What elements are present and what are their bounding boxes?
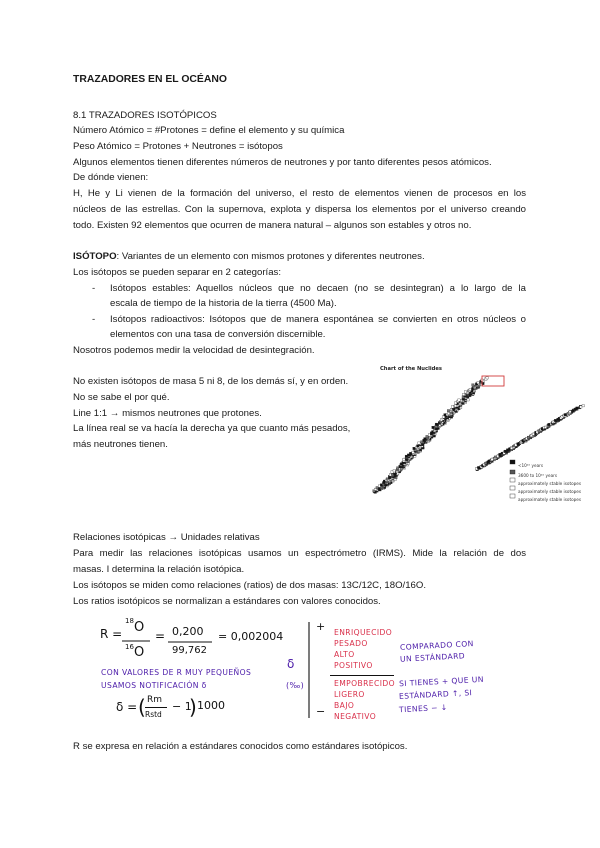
page-title: TRAZADORES EN EL OCÉANO xyxy=(73,74,227,85)
nuclide-cell xyxy=(405,455,407,457)
chart-title: Chart of the Nuclides xyxy=(380,366,442,372)
nuclide-cell xyxy=(494,456,496,458)
numerator-mass: 18 xyxy=(125,617,134,625)
paragraph-line: H, He y Li vienen de la formación del universo, el resto de elementos vienen de procesos en los xyxy=(73,188,526,199)
fraction-numerator: 0,200 xyxy=(172,625,204,638)
nuclide-cell xyxy=(458,399,460,401)
delta-lhs: δ = xyxy=(116,700,138,714)
denominator-isotope: O xyxy=(134,645,145,660)
nuclide-cell xyxy=(544,426,546,428)
depleted-label: LIGERO xyxy=(334,690,365,699)
nuclide-cell xyxy=(469,388,471,390)
nuclide-cell xyxy=(424,438,426,440)
nuclide-cell xyxy=(576,407,578,409)
paragraph-line: Los ratios isotópicos se normalizan a estándares con valores conocidos. xyxy=(73,596,381,607)
delta-paren-close: ) xyxy=(189,695,197,719)
legend-swatch xyxy=(510,470,515,474)
legend-swatch xyxy=(510,460,515,464)
bullet-marker: - xyxy=(92,283,96,294)
nuclide-cell xyxy=(463,393,465,395)
legend-swatch xyxy=(510,486,515,490)
legend-label: 3600 to 10¹⁵ years xyxy=(518,473,558,478)
isotopo-term: ISÓTOPO xyxy=(73,251,117,262)
legend-label: approximately stable isotopes xyxy=(518,489,582,494)
depleted-label: BAJO xyxy=(334,701,355,710)
paragraph-line: De dónde vienen: xyxy=(73,172,149,183)
compared-note: UN ESTÁNDARD xyxy=(399,651,466,664)
nuclide-cell xyxy=(467,399,469,401)
nuclide-cell xyxy=(454,405,456,407)
nuclide-cell xyxy=(386,478,388,480)
delta-minus-one: − 1 xyxy=(172,700,192,713)
nuclide-cell xyxy=(435,423,437,425)
bullet-text: elementos con una tasa de conversión discernible. xyxy=(110,329,326,340)
compared-note: COMPARADO CON xyxy=(399,639,474,652)
enriched-label: PESADO xyxy=(334,639,368,648)
standard-note: SI TIENES + QUE UN xyxy=(398,674,485,689)
nuclide-cell xyxy=(418,442,420,444)
nuclide-cell xyxy=(554,419,556,421)
nuclide-cell xyxy=(582,405,584,407)
paragraph-line: Algunos elementos tienen diferentes números de neutrones y por tanto diferentes pesos atómicos. xyxy=(73,157,492,168)
legend-label: approximately stable isotopes xyxy=(518,497,582,502)
delta-symbol: δ xyxy=(287,657,295,671)
fraction-bar xyxy=(122,639,152,643)
bullet-marker: - xyxy=(92,314,96,325)
nuclide-cell xyxy=(455,402,457,404)
paragraph-line: Los isótopos se miden como relaciones (ratios) de dos masas: 13C/12C, 18O/16O. xyxy=(73,580,427,591)
paragraph-line: Nosotros podemos medir la velocidad de desintegración. xyxy=(73,345,315,356)
legend-swatch xyxy=(510,478,515,482)
footer-line: R se expresa en relación a estándares conocidos como estándares isotópicos. xyxy=(73,741,408,752)
delta-scale-axis xyxy=(303,622,315,718)
nuclide-cell xyxy=(569,411,571,413)
isotopo-definition xyxy=(73,251,425,263)
paragraph-line: Los isótopos se pueden separar en 2 categorías: xyxy=(73,267,282,278)
nuclide-cell xyxy=(412,451,414,453)
note-line: No existen isótopos de masa 5 ni 8, de los demás sí, y en orden. xyxy=(73,376,349,387)
fraction-denominator: 99,762 xyxy=(172,645,207,656)
enriched-label: POSITIVO xyxy=(334,661,373,670)
nuclide-cell xyxy=(403,458,405,460)
delta-paren-open: ( xyxy=(138,695,146,719)
bullet-text: Isótopos estables: Aquellos núcleos que no decaen (no se desintegran) a lo largo de la xyxy=(110,283,526,294)
standard-note: TIENES − ↓ xyxy=(398,702,448,715)
nuclide-cell xyxy=(472,384,474,386)
nuclide-cell xyxy=(432,426,434,428)
paragraph-line: núcleos de las estrellas. Con la supernova, explota y dispersa los elementos por el universo creando xyxy=(73,204,526,215)
ratio-result: = 0,002004 xyxy=(218,630,284,643)
nuclide-cell xyxy=(413,447,415,449)
nuclide-cell xyxy=(397,467,399,469)
denominator-mass: 16 xyxy=(125,643,134,651)
enriched-label: ENRIQUECIDO xyxy=(334,628,393,637)
legend-swatch xyxy=(510,494,515,498)
delta-multiplier: 1000 xyxy=(197,699,225,712)
note-line: Line 1:1 → mismos neutrones que protones. xyxy=(73,408,262,419)
nuclide-cell xyxy=(448,412,450,414)
paragraph-line: todo. Existen 92 elementos que ocurren de manera natural – algunos son estables y otros no. xyxy=(73,220,472,231)
nuclide-cell xyxy=(393,470,395,472)
highlight-box xyxy=(482,376,504,386)
chart-legend xyxy=(510,460,515,498)
bullet-text: Isótopos radioactivos: Isótopos que de manera espontánea se convierten en otros núcleos o xyxy=(110,314,526,325)
nuclide-cell xyxy=(499,453,501,455)
note-small-values: CON VALORES DE R MUY PEQUEÑOS xyxy=(101,668,252,677)
section-heading: 8.1 TRAZADORES ISOTÓPICOS xyxy=(73,110,217,121)
fraction-bar xyxy=(145,706,169,709)
enriched-label: ALTO xyxy=(334,650,355,659)
nuclide-cell xyxy=(486,377,488,379)
depleted-label: NEGATIVO xyxy=(334,712,377,721)
ratio-label: R = xyxy=(100,627,123,641)
legend-label: approximately stable isotopes xyxy=(518,481,582,486)
note-delta-notation: USAMOS NOTIFICACIÓN δ xyxy=(101,681,207,690)
isotopo-definition-text: : Variantes de un elemento con mismos protones y diferentes neutrones. xyxy=(116,251,425,262)
nuclide-cell xyxy=(484,462,486,464)
nuclide-cell xyxy=(426,435,428,437)
nuclide-cell xyxy=(510,447,512,449)
paragraph-line: Número Atómico = #Protones = define el elemento y su química xyxy=(73,125,345,136)
nuclide-cell xyxy=(506,449,508,451)
nuclide-cell xyxy=(527,436,529,438)
fraction-bar xyxy=(168,640,214,644)
legend-label: <10¹⁵ years xyxy=(518,463,544,468)
nuclide-cell xyxy=(580,406,582,408)
nuclide-band-upper xyxy=(475,405,584,471)
nuclide-cell xyxy=(409,452,411,454)
paragraph-line: masas. I determina la relación isotópica. xyxy=(73,564,245,575)
plus-sign: + xyxy=(316,620,326,633)
section-heading: Relaciones isotópicas → Unidades relativas xyxy=(73,532,260,543)
nuclide-cell xyxy=(447,410,449,412)
permil-unit: (‰) xyxy=(286,681,305,690)
zero-line xyxy=(330,674,396,677)
nuclide-cell xyxy=(477,381,479,383)
note-line: No se sabe el por qué. xyxy=(73,392,170,403)
delta-frac-num: Rm xyxy=(147,695,163,705)
nuclide-cell xyxy=(442,416,444,418)
nuclide-cell xyxy=(451,406,453,408)
paragraph-line: Para medir las relaciones isotópicas usamos un espectrómetro (IRMS). Mide la relación de dos xyxy=(73,548,526,559)
minus-sign: − xyxy=(316,705,326,718)
paragraph-line: Peso Atómico = Protones + Neutrones = isótopos xyxy=(73,141,283,152)
note-line: La línea real se va hacía la derecha ya que cuanto más pesados, xyxy=(73,423,351,434)
nuclide-cell xyxy=(417,445,419,447)
nuclide-cell xyxy=(376,487,378,489)
numerator-isotope: O xyxy=(134,620,145,635)
nuclide-band-lower xyxy=(373,377,489,494)
nuclide-cell xyxy=(464,391,466,393)
note-line: más neutrones tienen. xyxy=(73,439,168,450)
delta-frac-den: Rstd xyxy=(145,710,162,719)
equals-sign: = xyxy=(155,629,166,643)
depleted-label: EMPOBRECIDO xyxy=(334,679,395,688)
bullet-text: escala de tiempo de la historia de la tierra (4500 Ma). xyxy=(110,298,337,309)
nuclide-cell xyxy=(564,414,566,416)
nuclide-cell xyxy=(504,450,506,452)
standard-note: ESTÁNDARD ↑, SI xyxy=(398,688,473,701)
nuclide-cell xyxy=(444,414,446,416)
nuclide-cell xyxy=(548,423,550,425)
nuclide-cell xyxy=(517,443,519,445)
nuclide-cell xyxy=(532,433,534,435)
nuclide-cell xyxy=(491,458,493,460)
